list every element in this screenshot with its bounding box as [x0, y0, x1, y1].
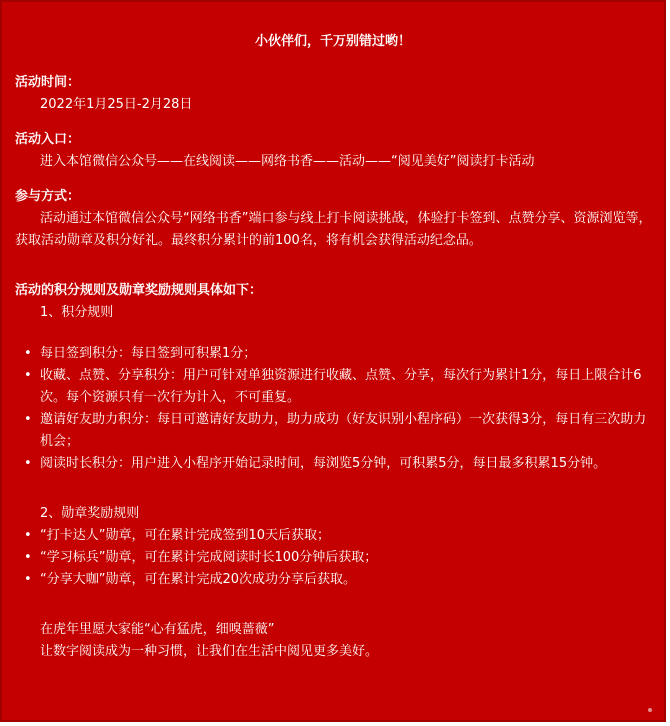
method-label: 参与方式：: [15, 189, 81, 204]
list-item: • 每日签到积分：每日签到可积累1分；: [15, 343, 655, 365]
list-item: • 邀请好友助力积分：每日可邀请好友助力，助力成功（好友识别小程序码）一次获得3分，每日有三次助力机会；: [15, 409, 655, 453]
method-value: 活动通过本馆微信公众号“网络书香”端口参与线上打卡阅读挑战，体验打卡签到、点赞分享、资源浏览等，获取活动勋章及积分好礼。最终积分累计的前100名，将有机会获得活动纪念品。: [15, 211, 652, 248]
list-item: • 收藏、点赞、分享积分：用户可针对单独资源进行收藏、点赞、分享，每次行为累计1分，每日上限合计6次。每个资源只有一次行为计入，不可重复。: [15, 365, 655, 409]
points-rules-list: [15, 343, 655, 475]
badge-rules-list: [15, 525, 655, 591]
announcement-body: [15, 72, 655, 663]
points-rules-heading: 1、积分规则: [40, 305, 114, 320]
greeting-title: 小伙伴们，千万别错过哟！: [254, 34, 411, 49]
closing-line-2: 让数字阅读成为一种习惯，让我们在生活中阅见更多美好。: [40, 644, 379, 659]
time-value: 2022年1月25日-2月28日: [40, 97, 193, 112]
entry-label: 活动入口：: [15, 132, 81, 147]
badge-rules-heading: 2、勋章奖励规则: [40, 506, 140, 521]
closing-line-1: 在虎年里愿大家能“心有猛虎，细嗅蔷薇”: [40, 622, 275, 637]
list-item: • “分享大咖”勋章，可在累计完成20次成功分享后获取。: [15, 569, 655, 591]
rules-intro: 活动的积分规则及勋章奖励规则具体如下：: [15, 283, 263, 298]
list-item: • “打卡达人”勋章，可在累计完成签到10天后获取；: [15, 525, 655, 547]
time-label: 活动时间：: [15, 75, 81, 90]
list-item: • 阅读时长积分：用户进入小程序开始记录时间，每浏览5分钟，可积累5分，每日最多积累15分钟。: [15, 453, 655, 475]
entry-value: 进入本馆微信公众号——在线阅读——网络书香——活动——“阅见美好”阅读打卡活动: [40, 154, 535, 169]
list-item: • “学习标兵”勋章，可在累计完成阅读时长100分钟后获取；: [15, 547, 655, 569]
corner-dot: [648, 708, 652, 712]
